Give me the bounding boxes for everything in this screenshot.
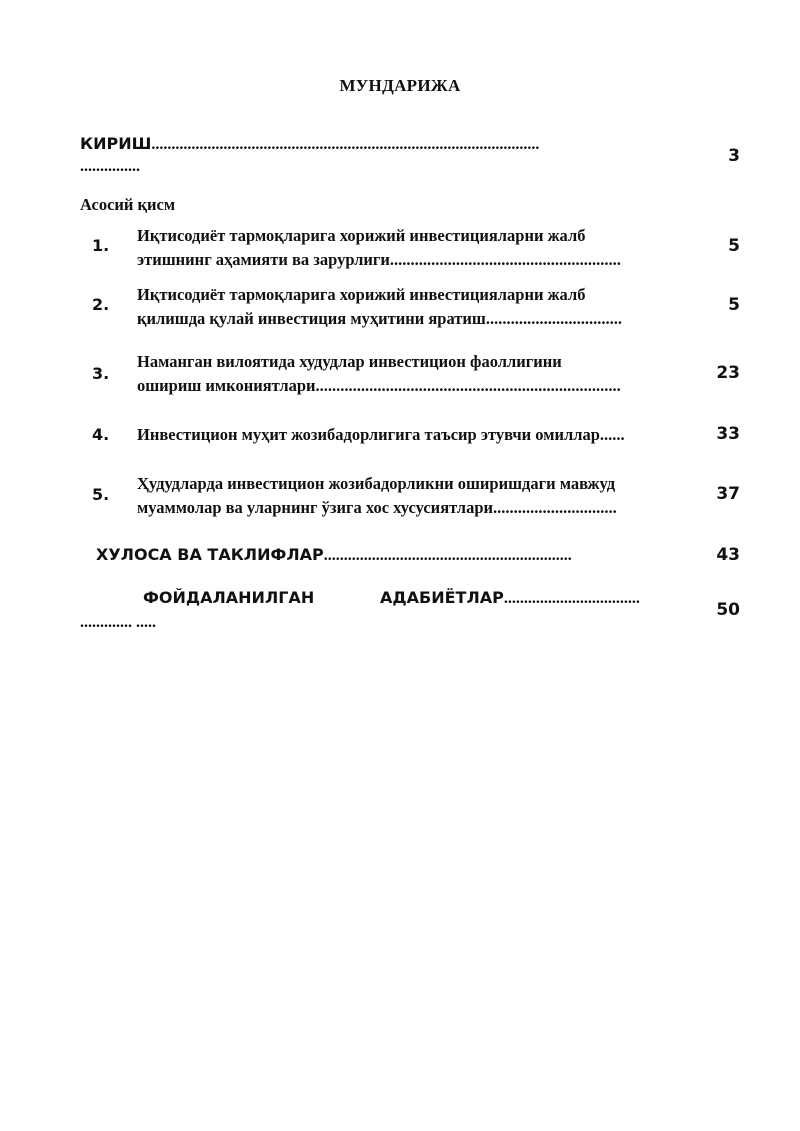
references-word-2: АДАБИЁТЛАР [380, 588, 504, 607]
item-line-2: муаммолар ва уларнинг ўзига хос хусусиятлари.............................. [137, 498, 617, 517]
item-line-2: қилишда қулай инвестиция муҳитини яратиш................................. [137, 309, 622, 328]
item-number: 2. [92, 295, 110, 314]
references-word-1: ФОЙДАЛАНИЛГАН [143, 588, 315, 607]
item-page-number: 33 [716, 424, 740, 444]
page-title: МУНДАРИЖА [339, 76, 461, 95]
conclusion-label: ХУЛОСА ВА ТАКЛИФЛАР [96, 545, 324, 564]
item-page-number: 37 [716, 484, 740, 504]
intro-line-1 [80, 134, 539, 154]
item-line-1: Инвестицион муҳит жозибадорлигига таъсир этувчи омиллар...... [137, 425, 625, 444]
item-line-1: Иқтисодиёт тармоқларига хорижий инвестицияларни жалб [137, 226, 586, 245]
item-line-1: Ҳудудларда инвестицион жозибадорликни оширишдаги мавжуд [137, 474, 616, 493]
item-number: 4. [92, 425, 110, 444]
intro-dots-2: ............... [80, 158, 140, 175]
section-label: Асосий қисм [80, 195, 176, 214]
item-line-1: Иқтисодиёт тармоқларига хорижий инвестицияларни жалб [137, 285, 586, 304]
intro-page-number: 3 [728, 146, 740, 166]
references-line-1 [380, 588, 640, 608]
item-number: 5. [92, 485, 110, 504]
references-dots-1: .................................. [503, 590, 640, 607]
conclusion-page-number: 43 [716, 545, 740, 565]
item-page-number: 5 [728, 295, 740, 315]
intro-dots-1: ................................................................................................. [151, 136, 540, 153]
item-number: 1. [92, 236, 110, 255]
item-line-1: Наманган вилоятида худудлар инвестицион фаоллигини [137, 352, 562, 371]
references-page-number: 50 [716, 600, 740, 620]
intro-label: КИРИШ [80, 134, 152, 153]
conclusion-dots: .............................................................. [323, 547, 572, 564]
item-page-number: 5 [728, 236, 740, 256]
item-number: 3. [92, 364, 110, 383]
item-line-2: этишнинг аҳамияти ва зарурлиги........................................................ [137, 250, 621, 269]
conclusion-line [96, 545, 572, 565]
references-dots-2: ............. ..... [80, 614, 156, 631]
item-line-2: ошириш имкониятлари.......................................................................... [137, 376, 621, 395]
item-page-number: 23 [716, 363, 740, 383]
